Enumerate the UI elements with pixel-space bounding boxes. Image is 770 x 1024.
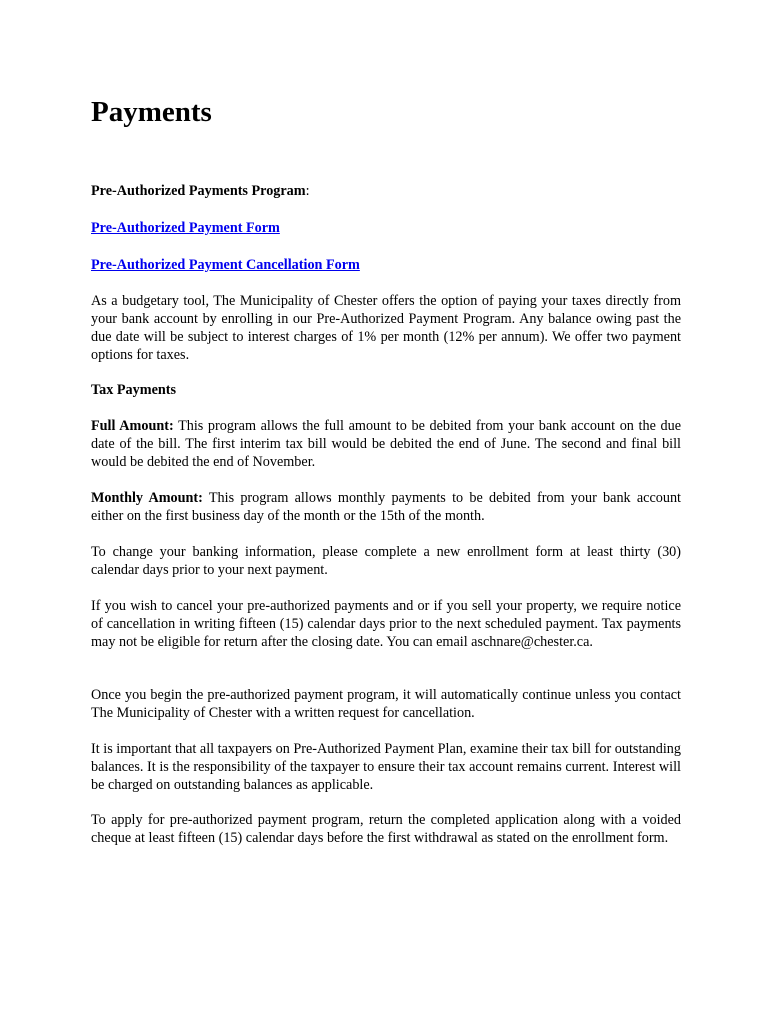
program-heading: Pre-Authorized Payments Program — [91, 183, 306, 199]
page-title: Payments — [91, 96, 212, 128]
change-banking-paragraph: To change your banking information, please complete a new enrollment form at least thirty (30) calendar days prior to your next payment. — [91, 544, 681, 578]
monthly-amount-label: Monthly Amount: — [91, 490, 203, 506]
form-link-paragraph — [91, 219, 681, 237]
full-amount-text: This program allows the full amount to be debited from your bank account on the due date of the bill. The first interim tax bill would be debited the end of June. The second and final bill would be debited the end of November. — [91, 418, 681, 470]
monthly-amount-text: This program allows monthly payments to be debited from your bank account either on the first business day of the month or the 15th of the month. — [91, 490, 681, 524]
full-amount-paragraph — [91, 417, 681, 471]
apply-paragraph: To apply for pre-authorized payment program, return the completed application along with a voided cheque at least fifteen (15) calendar days before the first withdrawal as stated on the enrollment form. — [91, 812, 681, 846]
pre-authorized-payment-cancellation-form-link[interactable]: Pre-Authorized Payment Cancellation Form — [91, 257, 360, 273]
cancel-paragraph: If you wish to cancel your pre-authorized payments and or if you sell your property, we require notice of cancellation in writing fifteen (15) calendar days prior to the next scheduled payment. Tax payments may not be eligible for return after the closing date. You can email aschnare@chester.ca. — [91, 598, 681, 650]
pre-authorized-payment-form-link[interactable]: Pre-Authorized Payment Form — [91, 220, 280, 236]
intro-paragraph: As a budgetary tool, The Municipality of Chester offers the option of paying your taxes directly from your bank account by enrolling in our Pre-Authorized Payment Program. Any balance owing past the due date will be subject to interest charges of 1% per month (12% per annum). We offer two payment options for taxes. — [91, 293, 681, 363]
continue-paragraph: Once you begin the pre-authorized payment program, it will automatically continue unless you contact The Municipality of Chester with a written request for cancellation. — [91, 687, 681, 721]
monthly-amount-paragraph — [91, 489, 681, 525]
program-heading-paragraph — [91, 182, 681, 200]
cancellation-form-link-paragraph — [91, 256, 681, 274]
program-heading-suffix: : — [305, 183, 310, 199]
responsibility-paragraph: It is important that all taxpayers on Pre-Authorized Payment Plan, examine their tax bill for outstanding balances. It is the responsibility of the taxpayer to ensure their tax account remains current. Interest will be charged on outstanding balances as applicable. — [91, 741, 681, 793]
tax-payments-heading-paragraph — [91, 381, 681, 399]
tax-payments-heading: Tax Payments — [91, 382, 176, 398]
full-amount-label: Full Amount: — [91, 418, 174, 434]
